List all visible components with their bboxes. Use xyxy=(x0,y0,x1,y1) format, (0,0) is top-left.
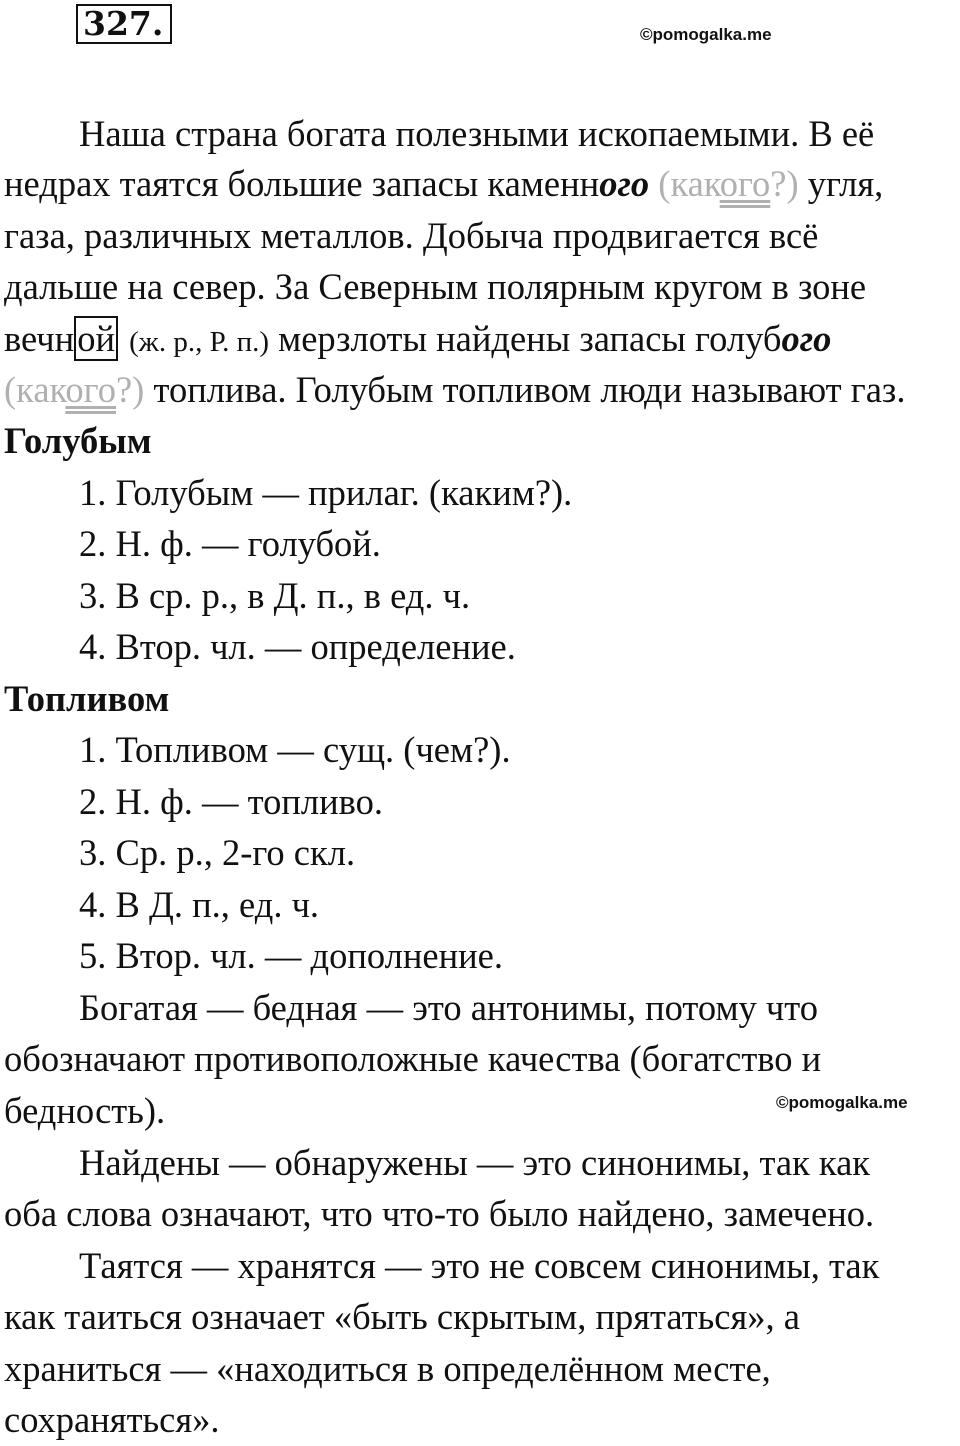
ending-highlight: ого xyxy=(781,318,832,359)
question-ending: ого xyxy=(719,163,771,204)
paragraph4-line: храниться — «находиться в определённом месте, xyxy=(4,1348,771,1389)
paragraph1-line4: дальше на север. За Северным полярным кругом в зоне xyxy=(4,266,867,307)
analysis2-item: 2. Н. ф. — топливо. xyxy=(79,781,383,822)
paragraph3-line: оба слова означают, что что-то было найдено, замечено. xyxy=(4,1193,875,1234)
paragraph2-line: обозначают противоположные качества (богатство и xyxy=(4,1038,822,1079)
paragraph1-line2 xyxy=(4,158,883,210)
text-segment: вечн xyxy=(4,318,75,359)
analysis1-item: 4. Втор. чл. — определение. xyxy=(79,626,516,667)
watermark-middle: ©pomogalka.me xyxy=(776,1093,908,1112)
question-part: (как xyxy=(4,369,66,410)
analysis1-item: 3. В ср. р., в Д. п., в ед. ч. xyxy=(79,575,471,616)
question-hint xyxy=(658,163,798,204)
paragraph1-line3: газа, различных металлов. Добыча продвигается всё xyxy=(4,215,819,256)
watermark-top: ©pomogalka.me xyxy=(640,25,772,44)
question-part: (как xyxy=(658,163,720,204)
question-hint xyxy=(4,369,144,410)
text-segment: угля, xyxy=(807,163,884,204)
paragraph1-line5 xyxy=(4,313,831,368)
text-segment: мерзлоты найдены запасы голуб xyxy=(278,318,782,359)
paragraph4-line: как таиться означает «быть скрытым, прятаться», а xyxy=(4,1296,800,1337)
analysis2-heading: Топливом xyxy=(4,678,170,719)
analysis2-item: 1. Топливом — сущ. (чем?). xyxy=(79,729,511,770)
analysis2-item: 4. В Д. п., ед. ч. xyxy=(79,884,320,925)
paragraph2-line: бедность). xyxy=(4,1090,166,1131)
paragraph3-line: Найдены — обнаружены — это синонимы, так как xyxy=(79,1142,871,1183)
question-ending: ого xyxy=(65,369,116,410)
analysis1-item: 2. Н. ф. — голубой. xyxy=(79,523,381,564)
paragraph1-line6 xyxy=(4,364,905,416)
paragraph4-line: сохраняться». xyxy=(4,1399,220,1440)
text-segment: недрах таятся большие запасы каменн xyxy=(4,163,600,204)
paragraph4-line: Таятся — хранятся — это не совсем синонимы, так xyxy=(79,1245,880,1286)
paragraph1-line1: Наша страна богата полезными ископаемыми. В её xyxy=(79,113,875,154)
question-part: ?) xyxy=(115,369,145,410)
question-part: ?) xyxy=(770,163,799,204)
grammar-note: (ж. р., Р. п.) xyxy=(129,326,269,358)
analysis1-item: 1. Голубым — прилаг. (каким?). xyxy=(79,472,573,513)
paragraph2-line: Богатая — бедная — это антонимы, потому что xyxy=(79,987,819,1028)
exercise-number: 327. xyxy=(83,4,164,43)
analysis2-item: 3. Ср. р., 2-го скл. xyxy=(79,832,356,873)
ending-highlight: ого xyxy=(599,163,650,204)
analysis1-heading: Голубым xyxy=(4,420,152,461)
text-segment: топлива. Голубым топливом люди называют газ. xyxy=(153,369,906,410)
analysis2-item: 5. Втор. чл. — дополнение. xyxy=(79,935,503,976)
boxed-ending: ой xyxy=(74,316,118,361)
